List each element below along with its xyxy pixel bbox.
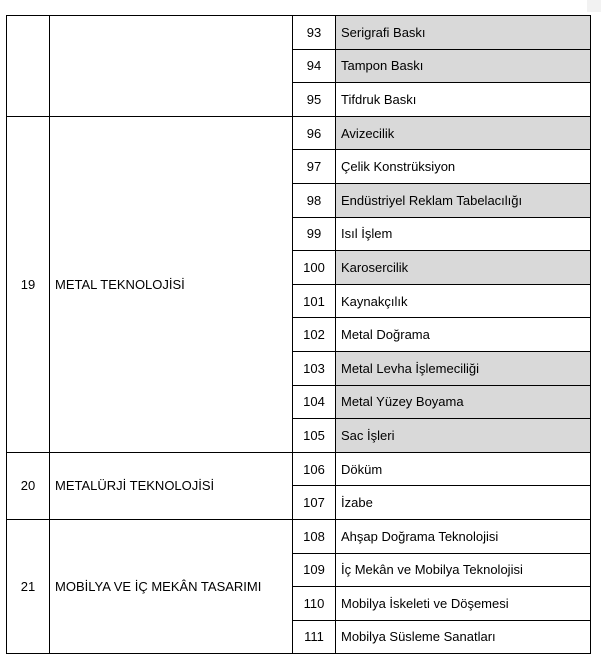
table-row xyxy=(7,452,591,486)
program-code-cell: 103 xyxy=(293,351,336,385)
table-row xyxy=(7,16,591,50)
program-name-cell: Metal Yüzey Boyama xyxy=(336,385,591,419)
program-code-cell: 99 xyxy=(293,217,336,251)
area-name-cell xyxy=(50,16,293,117)
program-name-cell: Mobilya Süsleme Sanatları xyxy=(336,620,591,654)
program-code-cell: 93 xyxy=(293,16,336,50)
area-number-cell xyxy=(7,16,50,117)
program-code-cell: 107 xyxy=(293,486,336,520)
program-code-cell: 98 xyxy=(293,183,336,217)
program-name-cell: Çelik Konstrüksiyon xyxy=(336,150,591,184)
area-name-cell: MOBİLYA VE İÇ MEKÂN TASARIMI xyxy=(50,519,293,653)
area-number-cell: 20 xyxy=(7,452,50,519)
program-name-cell: Isıl İşlem xyxy=(336,217,591,251)
program-code-cell: 102 xyxy=(293,318,336,352)
program-name-cell: Karosercilik xyxy=(336,251,591,285)
program-name-cell: İç Mekân ve Mobilya Teknolojisi xyxy=(336,553,591,587)
program-code-cell: 95 xyxy=(293,83,336,117)
program-name-cell: Avizecilik xyxy=(336,116,591,150)
program-name-cell: İzabe xyxy=(336,486,591,520)
program-code-cell: 100 xyxy=(293,251,336,285)
table-row xyxy=(7,116,591,150)
program-name-cell: Mobilya İskeleti ve Döşemesi xyxy=(336,587,591,621)
program-code-cell: 108 xyxy=(293,519,336,553)
program-name-cell: Kaynakçılık xyxy=(336,284,591,318)
program-code-cell: 109 xyxy=(293,553,336,587)
program-name-cell: Endüstriyel Reklam Tabelacılığı xyxy=(336,183,591,217)
program-name-cell: Sac İşleri xyxy=(336,419,591,453)
program-code-cell: 94 xyxy=(293,49,336,83)
program-code-cell: 104 xyxy=(293,385,336,419)
program-name-cell: Serigrafi Baskı xyxy=(336,16,591,50)
area-name-cell: METALÜRJİ TEKNOLOJİSİ xyxy=(50,452,293,519)
program-name-cell: Tampon Baskı xyxy=(336,49,591,83)
program-name-cell: Metal Doğrama xyxy=(336,318,591,352)
area-number-cell: 21 xyxy=(7,519,50,653)
program-code-cell: 110 xyxy=(293,587,336,621)
program-code-cell: 105 xyxy=(293,419,336,453)
table-row xyxy=(7,519,591,553)
area-name-cell: METAL TEKNOLOJİSİ xyxy=(50,116,293,452)
program-code-cell: 97 xyxy=(293,150,336,184)
program-name-cell: Metal Levha İşlemeciliği xyxy=(336,351,591,385)
program-table-body xyxy=(7,16,591,654)
program-table xyxy=(6,15,591,654)
program-code-cell: 101 xyxy=(293,284,336,318)
program-code-cell: 106 xyxy=(293,452,336,486)
program-code-cell: 111 xyxy=(293,620,336,654)
area-number-cell: 19 xyxy=(7,116,50,452)
program-code-cell: 96 xyxy=(293,116,336,150)
program-name-cell: Ahşap Doğrama Teknolojisi xyxy=(336,519,591,553)
page-corner xyxy=(587,0,601,12)
program-name-cell: Döküm xyxy=(336,452,591,486)
program-name-cell: Tifdruk Baskı xyxy=(336,83,591,117)
